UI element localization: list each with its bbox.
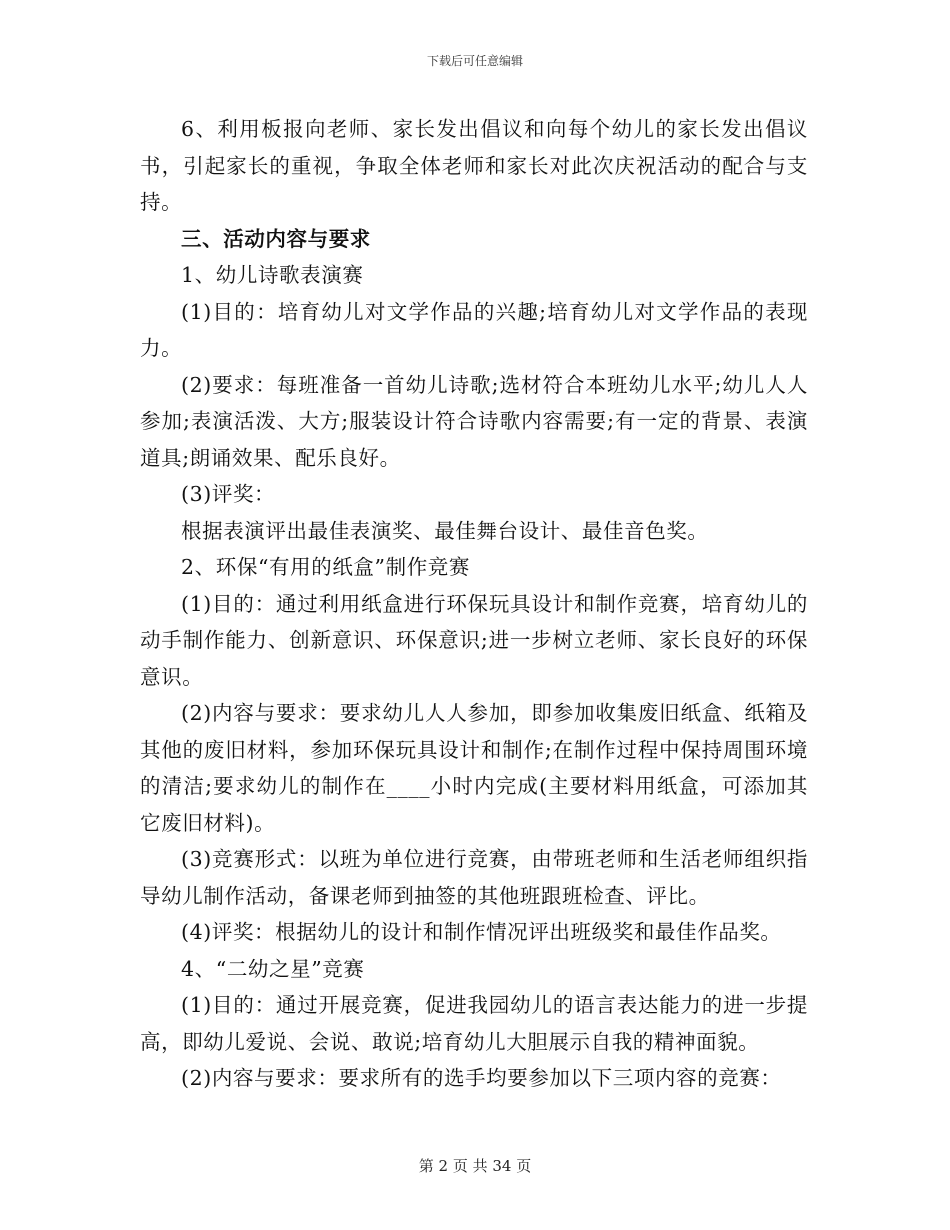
page-header: 下载后可任意编辑: [426, 54, 523, 68]
paragraph: (2)要求：每班准备一首幼儿诗歌;选材符合本班幼儿水平;幼儿人人参加;表演活泼、大方;服装设计符合诗歌内容需要;有一定的背景、表演道具;朗诵效果、配乐良好。: [140, 372, 808, 470]
paragraph: (2)内容与要求：要求幼儿人人参加，即参加收集废旧纸盒、纸箱及其他的废旧材料，参加环保玩具设计和制作;在制作过程中保持周围环境的清洁;要求幼儿的制作在____小时内完成(主要材料用纸盒，可添加其它废旧材料)。: [140, 701, 808, 835]
subsection-heading: 2、环保“有用的纸盒”制作竞赛: [181, 555, 471, 579]
paragraph: 根据表演评出最佳表演奖、最佳舞台设计、最佳音色奖。: [181, 518, 709, 543]
paragraph: (3)竞赛形式：以班为单位进行竞赛，由带班老师和生活老师组织指导幼儿制作活动，备课老师到抽签的其他班跟班检查、评比。: [140, 847, 808, 908]
paragraph: (3)评奖：: [181, 482, 276, 506]
paragraph: (2)内容与要求：要求所有的选手均要参加以下三项内容的竞赛：: [181, 1066, 782, 1090]
section-heading: 三、活动内容与要求: [181, 226, 371, 251]
paragraph: (1)目的：通过利用纸盒进行环保玩具设计和制作竞赛，培育幼儿的动手制作能力、创新意识、环保意识;进一步树立老师、家长良好的环保意识。: [140, 591, 808, 689]
document-body: [140, 111, 808, 1097]
subsection-heading: 4、“二幼之星”竞赛: [181, 956, 365, 981]
paragraph: (1)目的：通过开展竞赛，促进我园幼儿的语言表达能力的进一步提高，即幼儿爱说、会说、敢说;培育幼儿大胆展示自我的精神面貌。: [140, 993, 808, 1054]
paragraph: (1)目的：培育幼儿对文学作品的兴趣;培育幼儿对文学作品的表现力。: [140, 299, 808, 360]
paragraph-item-6: 6、利用板报向老师、家长发出倡议和向每个幼儿的家长发出倡议书，引起家长的重视，争取全体老师和家长对此次庆祝活动的配合与支持。: [140, 117, 808, 214]
paragraph: (4)评奖：根据幼儿的设计和制作情况评出班级奖和最佳作品奖。: [181, 920, 782, 944]
page-footer: 第 2 页 共 34 页: [418, 1157, 532, 1175]
subsection-heading: 1、幼儿诗歌表演赛: [181, 263, 364, 287]
